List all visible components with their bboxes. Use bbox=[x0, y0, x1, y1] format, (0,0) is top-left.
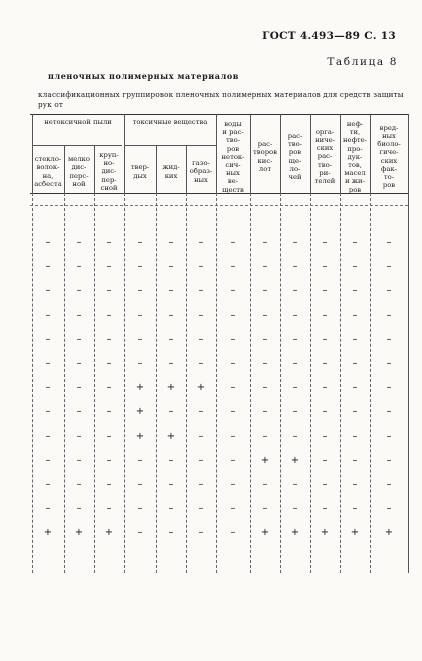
dash-mark: – bbox=[198, 454, 204, 466]
column-rule bbox=[124, 114, 125, 193]
dash-mark: – bbox=[45, 261, 51, 273]
dash-mark: – bbox=[137, 237, 143, 248]
dash-mark: – bbox=[352, 503, 358, 515]
plus-mark: + bbox=[290, 527, 300, 539]
dash-mark: – bbox=[230, 527, 236, 539]
column-rule-body bbox=[124, 193, 125, 573]
dash-mark: – bbox=[322, 309, 328, 321]
dash-mark: – bbox=[292, 406, 298, 418]
column-header: неф- ти, нефте- про- дук- тов, масел и жи- ров bbox=[343, 120, 367, 194]
dash-mark: – bbox=[137, 454, 143, 466]
column-header: мелко дис- перс- ной bbox=[68, 155, 90, 188]
column-rule-body bbox=[250, 193, 251, 573]
standard-header: ГОСТ 4.493—89 С. 13 bbox=[262, 30, 396, 42]
dash-mark: – bbox=[168, 527, 174, 539]
plus-mark: + bbox=[104, 527, 114, 539]
column-header: круп- но- дис- пер- сной bbox=[99, 151, 119, 192]
dash-mark: – bbox=[45, 309, 51, 321]
dash-mark: – bbox=[106, 261, 112, 273]
dash-mark: – bbox=[262, 503, 268, 515]
column-rule-body bbox=[340, 193, 341, 573]
dash-mark: – bbox=[230, 333, 236, 345]
plus-mark: + bbox=[260, 527, 270, 539]
dash-mark: – bbox=[137, 309, 143, 321]
column-rule-body bbox=[186, 193, 187, 573]
column-header: рас- тво- ров ще- ло- чей bbox=[287, 131, 303, 181]
column-rule bbox=[186, 146, 187, 193]
dash-mark: – bbox=[45, 479, 51, 490]
dash-mark: – bbox=[137, 261, 143, 273]
dash-mark: – bbox=[198, 503, 204, 515]
column-rule-body bbox=[32, 193, 33, 573]
dash-mark: – bbox=[230, 261, 236, 273]
dash-mark: – bbox=[322, 503, 328, 515]
dash-mark: – bbox=[352, 358, 358, 369]
dash-mark: – bbox=[352, 333, 358, 345]
column-rule bbox=[64, 146, 65, 193]
dash-mark: – bbox=[352, 237, 358, 248]
dash-mark: – bbox=[386, 285, 392, 297]
dash-mark: – bbox=[262, 309, 268, 321]
dash-mark: – bbox=[198, 261, 204, 273]
dash-mark: – bbox=[106, 358, 112, 369]
plus-mark: + bbox=[74, 527, 84, 539]
dash-mark: – bbox=[230, 358, 236, 369]
dash-mark: – bbox=[106, 479, 112, 490]
dash-mark: – bbox=[292, 285, 298, 297]
dash-mark: – bbox=[45, 358, 51, 369]
dash-mark: – bbox=[45, 406, 51, 418]
dash-mark: – bbox=[262, 333, 268, 345]
dash-mark: – bbox=[137, 479, 143, 490]
column-rule bbox=[310, 114, 311, 193]
dash-mark: – bbox=[352, 479, 358, 490]
dash-mark: – bbox=[106, 406, 112, 418]
dash-mark: – bbox=[168, 285, 174, 297]
dash-mark: – bbox=[168, 479, 174, 490]
dash-mark: – bbox=[137, 285, 143, 297]
dash-mark: – bbox=[386, 309, 392, 321]
dash-mark: – bbox=[76, 285, 82, 297]
dash-mark: – bbox=[106, 285, 112, 297]
column-header: орга- ниче- ских рас- тво- ри- телей bbox=[314, 127, 336, 186]
dash-mark: – bbox=[198, 309, 204, 321]
plus-mark: + bbox=[384, 527, 394, 539]
dash-mark: – bbox=[322, 406, 328, 418]
dash-mark: – bbox=[198, 237, 204, 248]
dash-mark: – bbox=[292, 237, 298, 248]
column-rule bbox=[250, 114, 251, 193]
column-rule bbox=[370, 114, 371, 193]
dash-mark: – bbox=[45, 285, 51, 297]
dash-mark: – bbox=[230, 309, 236, 321]
classification-text: классификационных группировок пленочных полимерных материалов для средств защиты рук от bbox=[38, 90, 404, 109]
dash-mark: – bbox=[292, 309, 298, 321]
dash-mark: – bbox=[45, 382, 51, 394]
dash-mark: – bbox=[386, 333, 392, 345]
column-header: стекло- волок- на, асбеста bbox=[34, 155, 62, 188]
dash-mark: – bbox=[322, 261, 328, 273]
dash-mark: – bbox=[230, 503, 236, 515]
dash-mark: – bbox=[262, 358, 268, 369]
dash-mark: – bbox=[262, 382, 268, 394]
table-label: Таблица 8 bbox=[327, 56, 398, 68]
column-header: твер- дых bbox=[130, 163, 150, 180]
dash-mark: – bbox=[386, 237, 392, 248]
dash-mark: – bbox=[262, 430, 268, 442]
plus-mark: + bbox=[135, 406, 145, 418]
dash-mark: – bbox=[198, 333, 204, 345]
column-rule-body bbox=[370, 193, 371, 573]
dash-mark: – bbox=[352, 309, 358, 321]
plus-mark: + bbox=[196, 382, 206, 394]
dash-mark: – bbox=[322, 479, 328, 490]
dash-mark: – bbox=[352, 406, 358, 418]
dash-mark: – bbox=[386, 430, 392, 442]
dash-mark: – bbox=[137, 527, 143, 539]
dash-mark: – bbox=[168, 333, 174, 345]
dash-mark: – bbox=[76, 479, 82, 490]
dash-mark: – bbox=[168, 261, 174, 273]
dash-mark: – bbox=[137, 333, 143, 345]
dash-mark: – bbox=[386, 503, 392, 515]
plus-mark: + bbox=[320, 527, 330, 539]
dash-mark: – bbox=[76, 309, 82, 321]
dash-mark: – bbox=[230, 479, 236, 490]
column-rule bbox=[280, 114, 281, 193]
dash-mark: – bbox=[45, 237, 51, 248]
column-rule bbox=[94, 146, 95, 193]
dash-mark: – bbox=[76, 503, 82, 515]
dash-mark: – bbox=[45, 503, 51, 515]
dash-mark: – bbox=[76, 237, 82, 248]
dash-mark: – bbox=[45, 430, 51, 442]
dash-mark: – bbox=[45, 333, 51, 345]
group-header-toxic: токсичные вещества bbox=[132, 118, 208, 126]
column-header: газо- образ- ных bbox=[189, 159, 213, 184]
dash-mark: – bbox=[106, 454, 112, 466]
dash-mark: – bbox=[76, 406, 82, 418]
dash-mark: – bbox=[352, 430, 358, 442]
column-header: жид- ких bbox=[162, 163, 180, 180]
dash-mark: – bbox=[292, 382, 298, 394]
dash-mark: – bbox=[198, 430, 204, 442]
column-rule-body bbox=[216, 193, 217, 573]
dash-mark: – bbox=[292, 358, 298, 369]
dash-mark: – bbox=[352, 261, 358, 273]
dash-mark: – bbox=[262, 479, 268, 490]
column-header: воды и рас- тво- ров неток- сич- ных ве- ществ bbox=[221, 120, 245, 194]
plus-mark: + bbox=[166, 382, 176, 394]
dash-mark: – bbox=[262, 237, 268, 248]
dash-mark: – bbox=[292, 479, 298, 490]
plus-mark: + bbox=[43, 527, 53, 539]
column-rule-body bbox=[94, 193, 95, 573]
column-rule-body bbox=[156, 193, 157, 573]
dash-mark: – bbox=[137, 503, 143, 515]
dash-mark: – bbox=[168, 237, 174, 248]
dash-mark: – bbox=[106, 503, 112, 515]
column-rule-body bbox=[64, 193, 65, 573]
dash-mark: – bbox=[386, 261, 392, 273]
plus-mark: + bbox=[135, 430, 145, 442]
column-header: рас- творов кис- лот bbox=[253, 140, 277, 173]
dash-mark: – bbox=[292, 333, 298, 345]
dash-mark: – bbox=[322, 237, 328, 248]
plus-mark: + bbox=[260, 454, 270, 466]
dash-mark: – bbox=[352, 285, 358, 297]
dash-mark: – bbox=[386, 382, 392, 394]
dash-mark: – bbox=[352, 454, 358, 466]
dash-mark: – bbox=[76, 358, 82, 369]
plus-mark: + bbox=[135, 382, 145, 394]
dash-mark: – bbox=[386, 406, 392, 418]
column-rule-body bbox=[280, 193, 281, 573]
dash-mark: – bbox=[106, 430, 112, 442]
dash-mark: – bbox=[106, 309, 112, 321]
dash-mark: – bbox=[168, 358, 174, 369]
dash-mark: – bbox=[198, 527, 204, 539]
dash-mark: – bbox=[198, 358, 204, 369]
dash-mark: – bbox=[230, 406, 236, 418]
column-rule-body bbox=[310, 193, 311, 573]
dash-mark: – bbox=[322, 454, 328, 466]
group-header-dust: нетоксичной пыли bbox=[44, 118, 112, 126]
dash-mark: – bbox=[198, 479, 204, 490]
dash-mark: – bbox=[168, 406, 174, 418]
dash-mark: – bbox=[230, 237, 236, 248]
dash-mark: – bbox=[262, 261, 268, 273]
column-rule bbox=[408, 114, 409, 573]
dash-mark: – bbox=[322, 333, 328, 345]
dash-mark: – bbox=[168, 309, 174, 321]
dash-mark: – bbox=[76, 430, 82, 442]
dash-mark: – bbox=[230, 285, 236, 297]
dash-mark: – bbox=[352, 382, 358, 394]
column-rule bbox=[32, 114, 33, 193]
dash-mark: – bbox=[386, 454, 392, 466]
dash-mark: – bbox=[322, 430, 328, 442]
dash-mark: – bbox=[262, 406, 268, 418]
dash-mark: – bbox=[262, 285, 268, 297]
dash-mark: – bbox=[322, 358, 328, 369]
dash-mark: – bbox=[45, 454, 51, 466]
dash-mark: – bbox=[76, 333, 82, 345]
dash-mark: – bbox=[386, 479, 392, 490]
dash-mark: – bbox=[322, 382, 328, 394]
plus-mark: + bbox=[166, 430, 176, 442]
column-rule bbox=[156, 146, 157, 193]
dash-mark: – bbox=[137, 358, 143, 369]
column-rule bbox=[340, 114, 341, 193]
dash-mark: – bbox=[106, 382, 112, 394]
dash-mark: – bbox=[198, 406, 204, 418]
dash-mark: – bbox=[230, 382, 236, 394]
dash-mark: – bbox=[292, 430, 298, 442]
dash-mark: – bbox=[76, 261, 82, 273]
dash-mark: – bbox=[76, 382, 82, 394]
dash-mark: – bbox=[292, 503, 298, 515]
plus-mark: + bbox=[350, 527, 360, 539]
dash-mark: – bbox=[292, 261, 298, 273]
dash-mark: – bbox=[386, 358, 392, 369]
column-header: вред- ных биоло- гиче- ских фак- то- ров bbox=[377, 123, 401, 190]
dash-mark: – bbox=[198, 285, 204, 297]
dash-mark: – bbox=[168, 454, 174, 466]
dash-mark: – bbox=[106, 333, 112, 345]
dash-mark: – bbox=[168, 503, 174, 515]
dash-mark: – bbox=[76, 454, 82, 466]
dash-mark: – bbox=[322, 285, 328, 297]
dash-mark: – bbox=[230, 430, 236, 442]
materials-title: пленочных полимерных материалов bbox=[48, 71, 239, 81]
dash-mark: – bbox=[230, 454, 236, 466]
plus-mark: + bbox=[290, 454, 300, 466]
column-rule bbox=[216, 114, 217, 193]
dash-mark: – bbox=[106, 237, 112, 248]
